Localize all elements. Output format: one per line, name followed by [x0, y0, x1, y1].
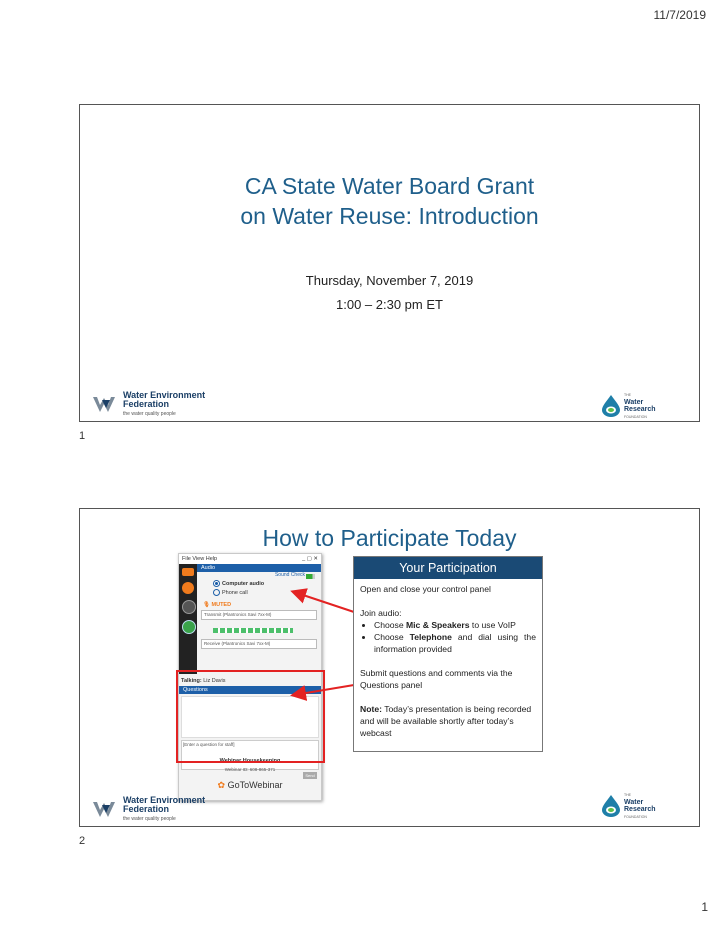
- wef-logo-tagline: the water quality people: [123, 816, 176, 822]
- slide-1-date: Thursday, November 7, 2019: [305, 273, 474, 288]
- wef-logo: [92, 391, 205, 419]
- question-input[interactable]: [Enter a question for staff]: [181, 740, 319, 770]
- wrf-logo-line-1: Water: [624, 399, 644, 406]
- wef-logo-line-2: Federation: [123, 804, 170, 814]
- slide-1-title-line-1: CA State Water Board Grant: [244, 173, 535, 199]
- wef-logo-mark-icon: [92, 799, 120, 821]
- gotowebinar-logo: ✿ GoToWebinar: [217, 780, 283, 790]
- water-drop-logo-icon: [600, 794, 622, 818]
- arrow-to-control-panel: [294, 592, 354, 612]
- phone-call-option[interactable]: Phone call: [213, 589, 321, 596]
- panel-menu[interactable]: File View Help: [182, 556, 218, 562]
- muted-indicator[interactable]: 🎙 MUTED: [203, 602, 232, 608]
- participation-control-panel: Open and close your control panel: [360, 584, 491, 594]
- page-date: 11/7/2019: [653, 8, 706, 22]
- talking-indicator: Talking: Liz Davis: [181, 678, 226, 684]
- wef-logo-line-2: Federation: [123, 399, 170, 409]
- participation-join-audio: Join audio:: [360, 608, 402, 618]
- gotowebinar-icon: ✿: [217, 780, 226, 790]
- bullet-mic-speakers: • Choose Mic & Speakers to use VoIP: [374, 619, 536, 631]
- wrf-logo-line-2: Research: [624, 406, 656, 413]
- wef-logo-mark-icon: [92, 394, 120, 416]
- sound-check-link[interactable]: Sound Check: [274, 572, 305, 578]
- bullet-telephone: • Choose Telephone and dial using the information provided: [374, 631, 536, 655]
- participation-box: [353, 556, 543, 752]
- webinar-id: Webinar ID: 608-865-371: [224, 767, 276, 772]
- water-drop-logo-icon: [600, 394, 622, 418]
- slide-2-title: How to Participate Today: [262, 525, 517, 551]
- wrf-logo-line-3: FOUNDATION: [624, 415, 647, 419]
- send-button[interactable]: Send: [303, 772, 317, 779]
- wrf-logo-the: THE: [624, 793, 631, 797]
- wrf-logo-line-1: Water: [624, 799, 644, 806]
- microphone-icon[interactable]: 🎙: [203, 602, 210, 608]
- wef-logo-line-1: Water Environment: [123, 795, 206, 805]
- slide-1-title-line-2: on Water Reuse: Introduction: [240, 203, 539, 229]
- transmit-select[interactable]: Transmit (Plantronics Savi 7xx-M): [201, 610, 317, 620]
- page-number: 1: [701, 900, 708, 914]
- participation-heading: Your Participation: [354, 557, 542, 579]
- participation-questions: Submit questions and comments via the Questions panel: [360, 668, 513, 690]
- computer-audio-option[interactable]: Computer audio: [213, 580, 321, 587]
- wrf-logo-slide-2: [600, 791, 656, 821]
- audio-header[interactable]: Audio: [197, 564, 321, 572]
- participation-note: Note: Today’s presentation is being recorded and will be available shortly after today’s webcast: [360, 704, 532, 738]
- wrf-logo: [600, 391, 656, 421]
- arrow-to-questions: [294, 685, 354, 695]
- wef-logo-line-1: Water Environment: [123, 390, 206, 400]
- questions-header[interactable]: Questions: [179, 686, 321, 694]
- slide-2-number: 2: [79, 835, 86, 847]
- wef-logo-slide-2: [92, 796, 205, 824]
- window-controls-icon[interactable]: _ ▢ ✕: [302, 556, 318, 562]
- wef-logo-tagline: the water quality people: [123, 411, 176, 417]
- wrf-logo-line-3: FOUNDATION: [624, 815, 647, 819]
- slide-1-number: 1: [79, 430, 86, 442]
- slide-1: [79, 104, 700, 422]
- housekeeping-title: Webinar Housekeeping: [219, 758, 281, 764]
- slide-2: [79, 508, 700, 827]
- wrf-logo-the: THE: [624, 393, 631, 397]
- slide-1-time: 1:00 – 2:30 pm ET: [336, 297, 443, 312]
- receive-select[interactable]: Receive (Plantronics Savi 7xx-M): [201, 639, 317, 649]
- wrf-logo-line-2: Research: [624, 806, 656, 813]
